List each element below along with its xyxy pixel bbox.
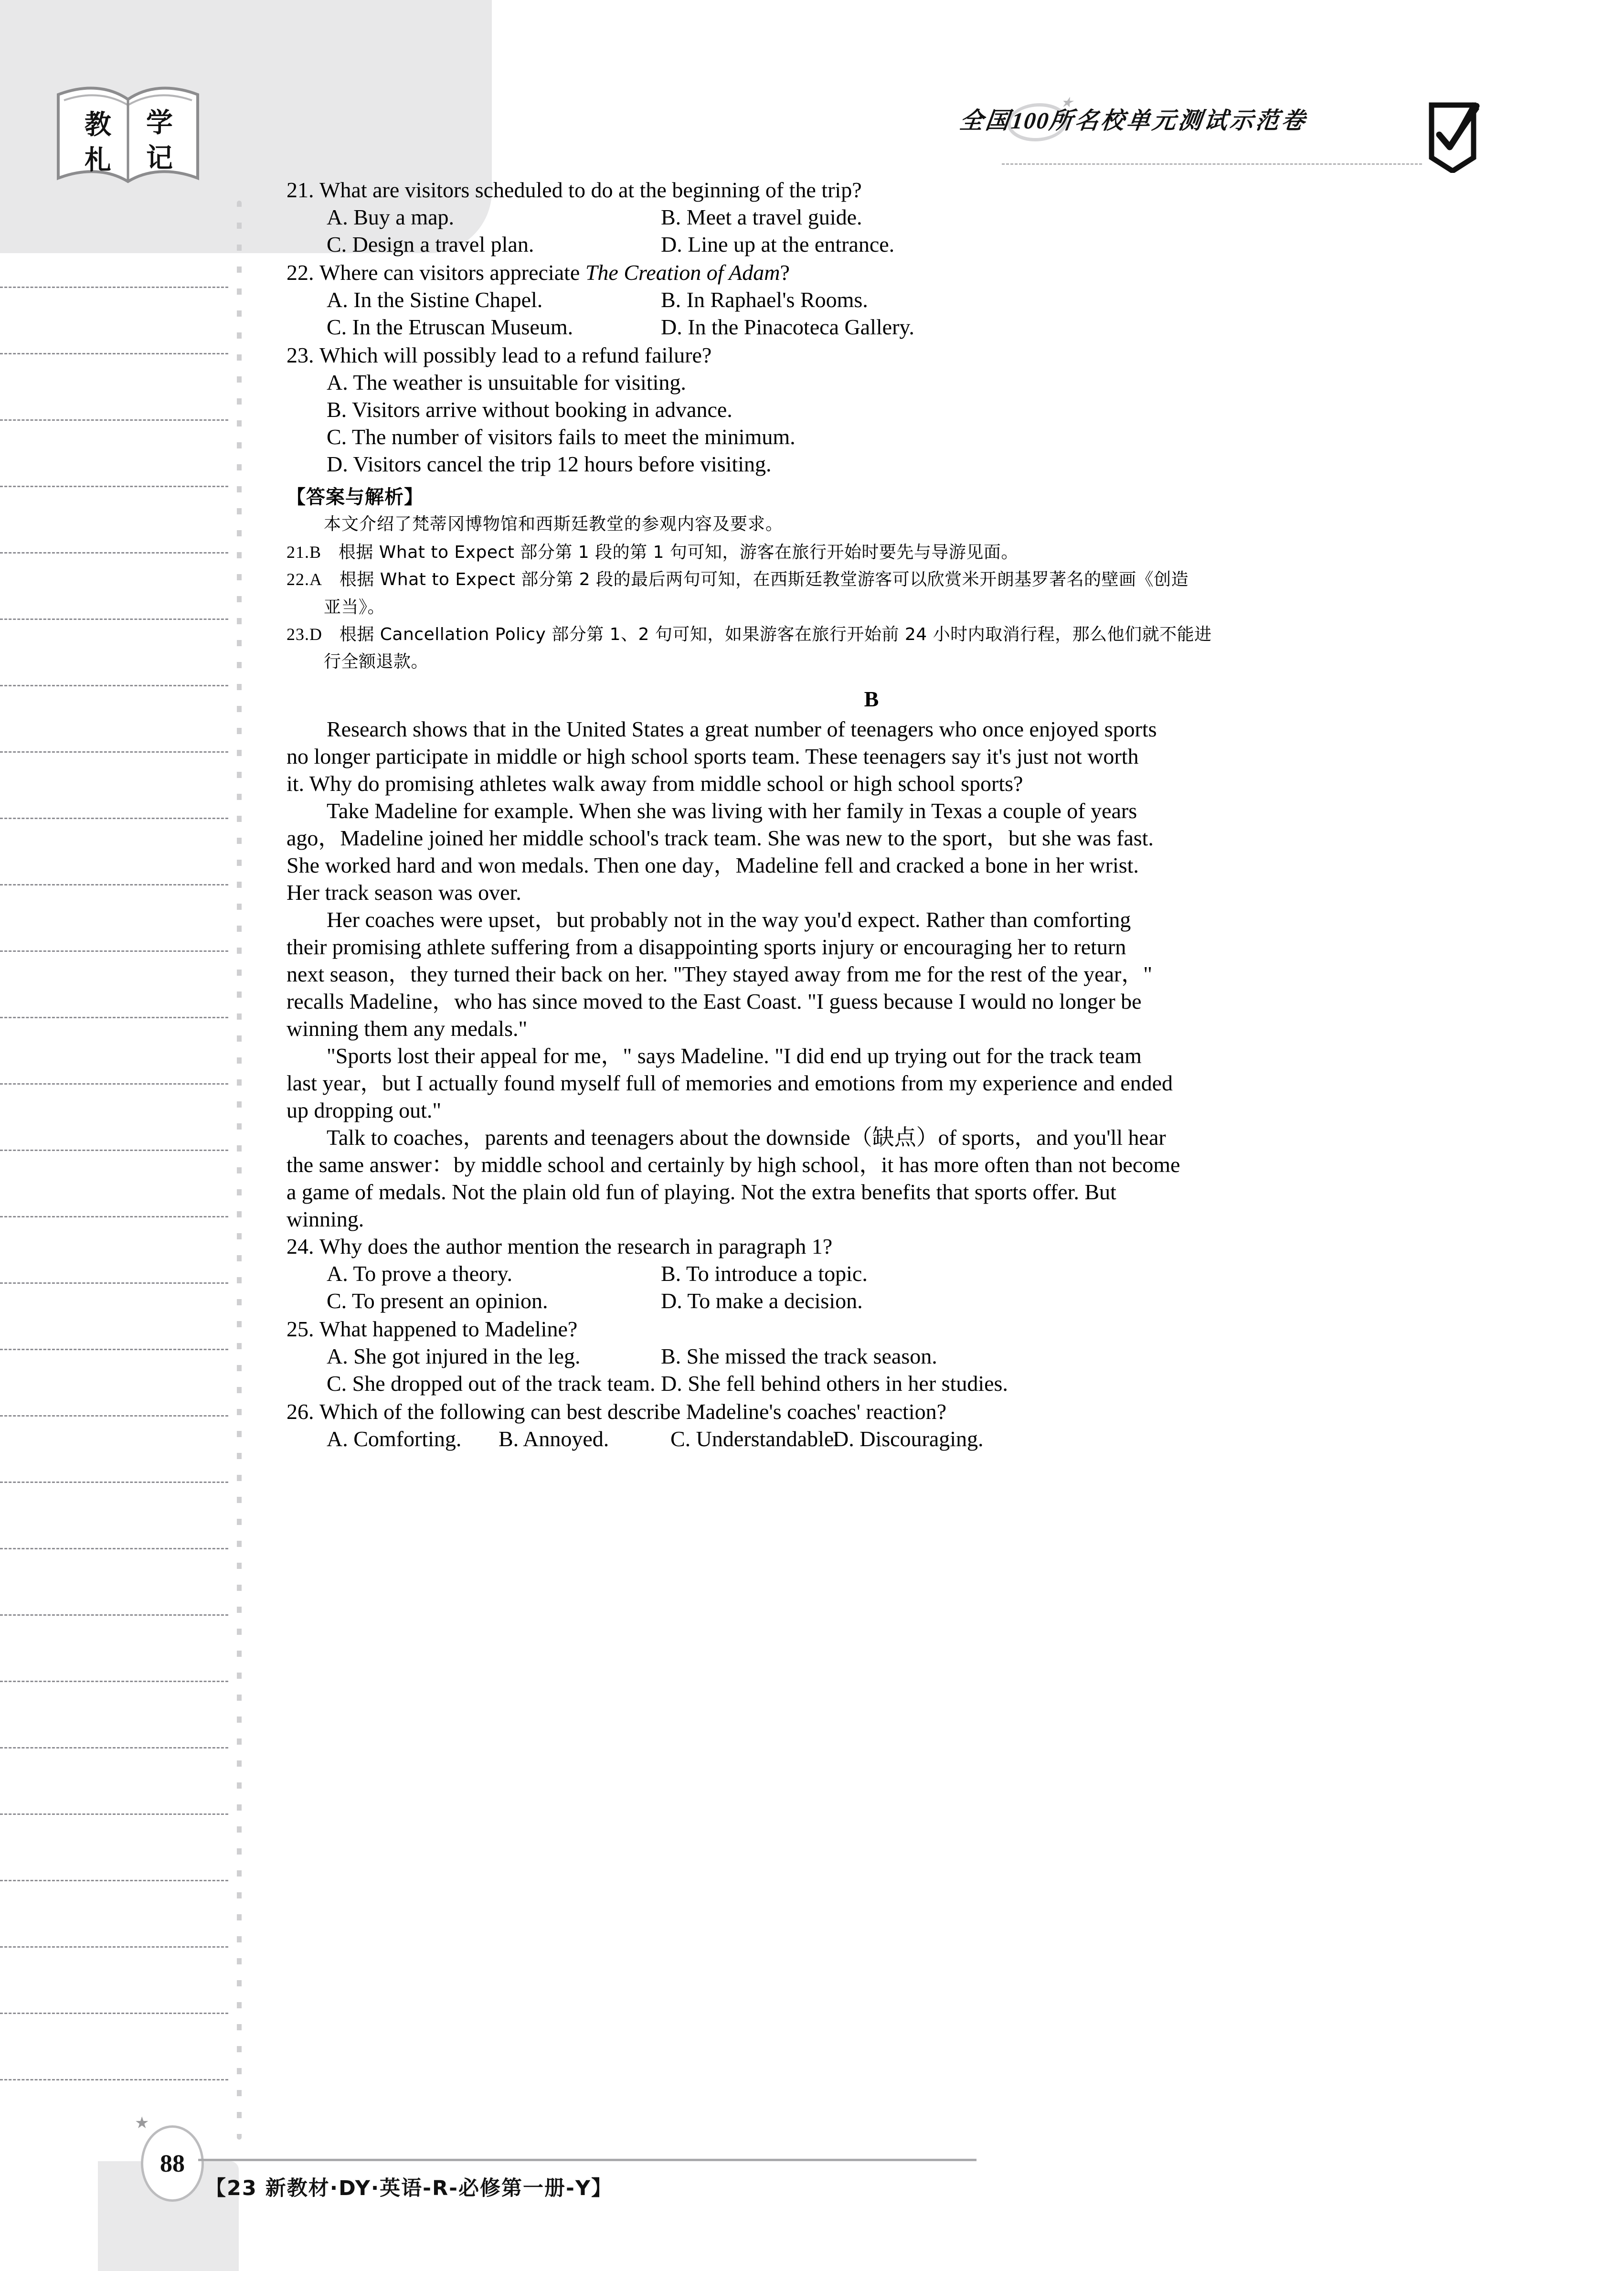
question-22-options-row-2 [287, 316, 1456, 338]
answer-item-22-text: 根据 What to Expect 部分第 2 段的最后两句可知，在西斯廷教堂游客可以欣赏米开朗基罗著名的壁画《创造 [339, 570, 1189, 590]
paragraph-line: Talk to coaches，parents and teenagers about the downside（缺点）of sports，and you'll hear [327, 1125, 1166, 1150]
paragraph-line: recalls Madeline，who has since moved to the East Coast. "I guess because I would no longer be [287, 989, 1142, 1013]
question-22-stem [287, 262, 1456, 284]
masthead-title-post: 所名校单元测试示范卷 [1048, 107, 1309, 134]
footer-rule [198, 2159, 977, 2161]
question-24-options-row-1 [287, 1263, 1456, 1285]
option-b[interactable]: B. In Raphael's Rooms. [661, 288, 868, 312]
question-21-text: What are visitors scheduled to do at the beginning of the trip? [319, 178, 862, 202]
paragraph-line: up dropping out." [287, 1098, 442, 1122]
paragraph-line: Research shows that in the United States a great number of teenagers who once enjoyed sports [327, 716, 1157, 741]
option-d[interactable]: D. In the Pinacoteca Gallery. [661, 315, 914, 339]
question-26-stem [287, 1401, 1456, 1423]
masthead-title [958, 96, 1309, 134]
paragraph-line: the same answer：by middle school and certainly by high school，it has more often than not become [287, 1152, 1180, 1177]
question-22-title-italic: The Creation of Adam [585, 260, 780, 285]
option-a[interactable]: A. She got injured in the leg. [327, 1343, 581, 1368]
question-26-options-row [287, 1428, 1456, 1450]
question-25-options-row-1 [287, 1345, 1456, 1367]
note-margin-rules [0, 287, 228, 2054]
answer-item-22-continuation: 亚当》。 [324, 597, 385, 617]
paragraph-line: last year，but I actually found myself full of memories and emotions from my experience and ended [287, 1070, 1173, 1095]
option-a[interactable]: A. Buy a map. [327, 205, 455, 229]
option-c[interactable]: C. In the Etruscan Museum. [327, 315, 573, 339]
question-23-options [287, 372, 1456, 475]
option-d[interactable]: D. To make a decision. [661, 1288, 863, 1313]
option-d[interactable]: D. She fell behind others in her studies. [661, 1371, 1008, 1396]
answer-section-header: 【答案与解析】 [287, 486, 424, 508]
option-c[interactable]: C. She dropped out of the track team. [327, 1371, 656, 1396]
option-a[interactable]: A. In the Sistine Chapel. [327, 288, 543, 312]
option-a[interactable]: A. Comforting. [327, 1426, 462, 1451]
option-c[interactable]: C. Understandable. [670, 1426, 839, 1451]
answer-item-21 [287, 540, 1456, 565]
paragraph-line: She worked hard and won medals. Then one day，Madeline fell and cracked a bone in her wrist. [287, 853, 1139, 877]
paragraph-line: a game of medals. Not the plain old fun of playing. Not the extra benefits that sports offer. But [287, 1179, 1116, 1204]
answer-item-23-text: 根据 Cancellation Policy 部分第 1、2 句可知，如果游客在旅行开始前 24 小时内取消行程，那么他们就不能进 [339, 624, 1212, 644]
question-24-number: 24. [287, 1234, 314, 1258]
masthead-title-pre: 全国 [958, 107, 1013, 134]
footer-code: 【23 新教材·DY·英语-R-必修第一册-Y】 [205, 2176, 613, 2200]
question-21 [287, 179, 1456, 256]
question-25 [287, 1318, 1456, 1395]
option-b[interactable]: B. To introduce a topic. [661, 1261, 868, 1286]
paragraph-line: Her coaches were upset，but probably not in the way you'd expect. Rather than comforting [327, 907, 1131, 932]
paragraph-line: next season，they turned their back on her. "They stayed away from me for the rest of the year，" [287, 961, 1153, 986]
paragraph-line: ago，Madeline joined her middle school's track team. She was new to the sport，but she was fast. [287, 825, 1154, 850]
option-a[interactable]: A. To prove a theory. [327, 1261, 512, 1286]
masthead-100: 100 ★ [1010, 109, 1051, 132]
question-22-number: 22. [287, 260, 314, 285]
page-number-badge [141, 2125, 204, 2202]
question-26-number: 26. [287, 1399, 314, 1424]
question-25-stem [287, 1318, 1456, 1340]
passage-paragraph-5 [287, 1127, 1456, 1230]
footer-white-notch [0, 2140, 98, 2271]
question-25-number: 25. [287, 1316, 314, 1341]
question-25-options-row-2 [287, 1373, 1456, 1395]
paragraph-line: winning them any medals." [287, 1016, 528, 1041]
question-24-text: Why does the author mention the research in paragraph 1? [319, 1234, 833, 1258]
passage-paragraph-1 [287, 718, 1456, 795]
question-24 [287, 1236, 1456, 1312]
page-number: 88 [160, 2150, 185, 2177]
question-25-text: What happened to Madeline? [319, 1316, 578, 1341]
paragraph-line: "Sports lost their appeal for me，" says Madeline. "I did end up trying out for the track team [327, 1043, 1142, 1068]
question-23-stem [287, 344, 1456, 366]
svg-text:札: 札 [85, 145, 111, 176]
answer-item-22 [287, 567, 1456, 592]
paragraph-line: winning. [287, 1206, 364, 1231]
answer-section [287, 482, 1456, 675]
footer-star-icon: ★ [135, 2114, 149, 2132]
question-24-stem [287, 1236, 1456, 1258]
question-21-number: 21. [287, 178, 314, 202]
question-21-stem [287, 179, 1456, 201]
answer-item-23-continuation: 行全额退款。 [324, 652, 429, 672]
option-c[interactable]: C. To present an opinion. [327, 1288, 548, 1313]
teaching-notes-logo [53, 80, 205, 192]
question-22-text-post: ? [780, 260, 790, 285]
paragraph-line: it. Why do promising athletes walk away from middle school or high school sports? [287, 771, 1023, 796]
margin-dotted-strip [237, 201, 242, 2140]
question-26 [287, 1401, 1456, 1450]
question-23-text: Which will possibly lead to a refund failure? [319, 343, 712, 367]
option-d[interactable]: D. Visitors cancel the trip 12 hours before visiting. [327, 452, 772, 476]
option-d[interactable]: D. Discouraging. [833, 1426, 984, 1451]
question-23 [287, 344, 1456, 475]
masthead [958, 96, 1466, 171]
main-content [287, 179, 1456, 1456]
question-21-options-row-1 [287, 206, 1456, 228]
option-b[interactable]: B. Visitors arrive without booking in advance. [327, 397, 732, 422]
option-c[interactable]: C. The number of visitors fails to meet the minimum. [327, 425, 796, 449]
answer-summary: 本文介绍了梵蒂冈博物馆和西斯廷教堂的参观内容及要求。 [324, 514, 784, 534]
question-21-options-row-2 [287, 234, 1456, 256]
masthead-dashed-rule [1002, 163, 1422, 165]
paragraph-line: no longer participate in middle or high school sports team. These teenagers say it's just not worth [287, 744, 1139, 768]
answer-item-23-label: 23.D [287, 624, 322, 644]
svg-text:学: 学 [146, 107, 173, 139]
question-23-number: 23. [287, 343, 314, 367]
masthead-star-icon: ★ [1060, 96, 1074, 109]
question-24-options-row-2 [287, 1290, 1456, 1312]
option-b[interactable]: B. She missed the track season. [661, 1343, 937, 1368]
answer-item-23 [287, 622, 1456, 647]
passage-b-letter: B [864, 686, 879, 711]
option-b[interactable]: B. Meet a travel guide. [661, 205, 862, 229]
option-c[interactable]: C. Design a travel plan. [327, 232, 534, 256]
paragraph-line: Take Madeline for example. When she was living with her family in Texas a couple of years [327, 798, 1137, 823]
passage-paragraph-2 [287, 800, 1456, 904]
option-d[interactable]: D. Line up at the entrance. [661, 232, 895, 256]
svg-text:教: 教 [85, 109, 111, 140]
answer-item-21-text: 根据 What to Expect 部分第 1 段的第 1 句可知，游客在旅行开始时要先与导游见面。 [338, 543, 1019, 563]
check-pen-icon [1423, 101, 1480, 173]
passage-paragraph-3 [287, 909, 1456, 1040]
paragraph-line: their promising athlete suffering from a disappointing sports injury or encouraging her to return [287, 934, 1126, 959]
question-22-options-row-1 [287, 289, 1456, 311]
svg-text:记: 记 [146, 143, 173, 174]
question-22 [287, 262, 1456, 338]
answer-item-21-label: 21.B [287, 543, 322, 562]
answer-item-22-label: 22.A [287, 570, 322, 589]
question-26-text: Which of the following can best describe Madeline's coaches' reaction? [319, 1399, 946, 1424]
option-b[interactable]: B. Annoyed. [499, 1426, 609, 1451]
paragraph-line: Her track season was over. [287, 880, 521, 905]
passage-paragraph-4 [287, 1045, 1456, 1121]
question-22-text-pre: Where can visitors appreciate [319, 260, 585, 285]
option-a[interactable]: A. The weather is unsuitable for visiting. [327, 370, 686, 394]
